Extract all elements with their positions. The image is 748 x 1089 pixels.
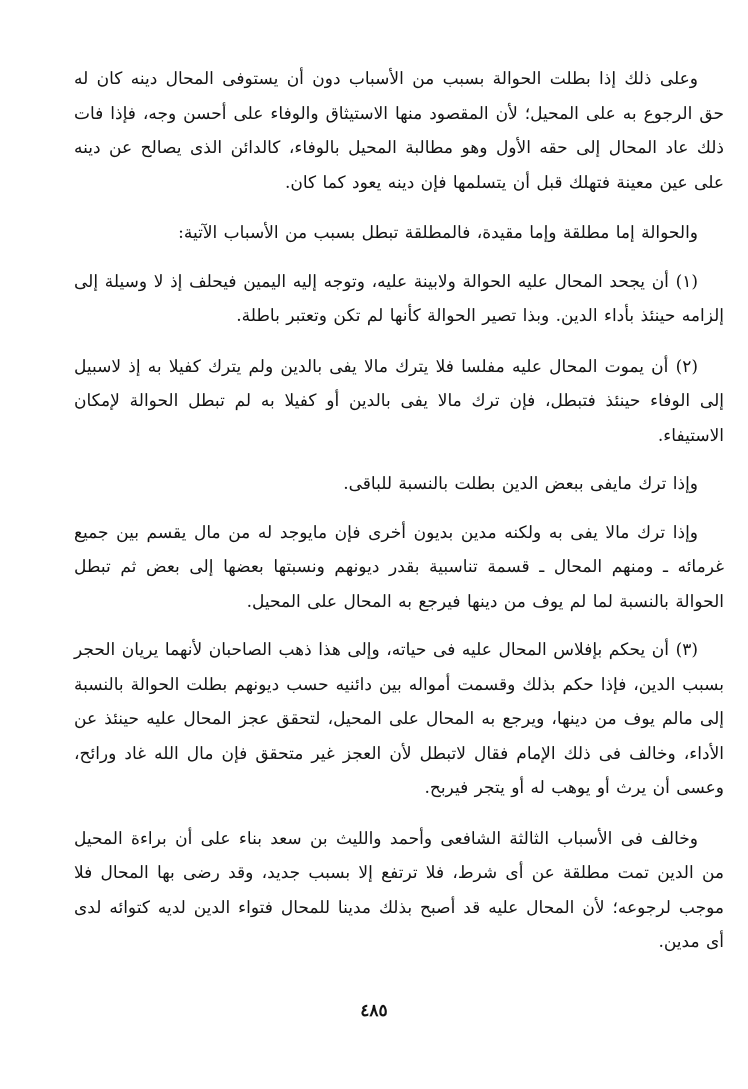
paragraph-dissent-shafii: وخالف فى الأسباب الثالثة الشافعى وأحمد والليث بن سعد بناء على أن براءة المحيل من الدين تمت مطلقة عن أى شرط، فلا ترتفع إلا بسبب جديد، وقد رضى بها المحال فلا موجب لرجوعه؛ لأن المحال عليه قد أصبح بذلك مدينا للمحال فتواء الدين لديه كتوائه لدى أى مدين. bbox=[74, 828, 724, 952]
page-number: ٤٨٥ bbox=[360, 1001, 388, 1021]
paragraph-other-creditors: وإذا ترك مالا يفى به ولكنه مدين بديون أخرى فإن مايوجد له من مال يقسم بين جميع غرمائه ـ ومنهم المحال ـ قسمة تناسبية بقدر ديونهم ونسبتها بعضها إلى بعض ثم تبطل الحوالة بالنسبة لما لم يوف من دينها فيرجع به المحال على المحيل. bbox=[74, 522, 724, 612]
paragraph-cause-1-denial: (١) أن يجحد المحال عليه الحوالة ولابينة عليه، وتوجه إليه اليمين فيحلف إذ لا وسيلة إلى إلزامه حينئذ بأداء الدين. وبذا تصير الحوالة كأنها لم تكن وتعتبر باطلة. bbox=[74, 271, 724, 326]
paragraph-transfer-types: والحوالة إما مطلقة وإما مقيدة، فالمطلقة تبطل بسبب من الأسباب الآتية: bbox=[178, 223, 698, 243]
body-text bbox=[74, 62, 724, 976]
paragraph-cause-2-death-insolvent: (٢) أن يموت المحال عليه مفلسا فلا يترك مالا يفى بالدين ولم يترك كفيلا به إذ لاسبيل إلى الوفاء حينئذ فتبطل، فإن ترك مالا يفى بالدين أو كفيلا به لم تبطل الحوالة لإمكان الاستيفاء. bbox=[74, 356, 724, 446]
paragraph-cause-3-bankruptcy: (٣) أن يحكم بإفلاس المحال عليه فى حياته، وإلى هذا ذهب الصاحبان لأنهما يريان الحجر بسبب الدين، فإذا حكم بذلك وقسمت أمواله بين دائنيه حسب ديونهم بطلت الحوالة بالنسبة إلى مالم يوف من دينها، ويرجع به المحال على المحيل، لتحقق عجز المحال عليه حينئذ عن الأداء، وخالف فى ذلك الإمام فقال لاتبطل لأن العجز غير متحقق فإن مال الله غاد ورائح، وعسى أن يرث أو يوهب له أو يتجر فيربح. bbox=[74, 640, 724, 798]
paragraph-void-transfer-recourse: وعلى ذلك إذا بطلت الحوالة بسبب من الأسباب دون أن يستوفى المحال دينه كان له حق الرجوع به على المحيل؛ لأن المقصود منها الاستيثاق والوفاء على أحسن وجه، فإذا فات ذلك عاد المحال إلى حقه الأول وهو مطالبة المحيل بالوفاء، كالدائن الذى يصالح عن دينه على عين معينة فتهلك قبل أن يتسلمها فإن دينه يعود كما كان. bbox=[74, 69, 724, 193]
paragraph-partial-payment: وإذا ترك مايفى ببعض الدين بطلت بالنسبة للباقى. bbox=[343, 474, 698, 494]
